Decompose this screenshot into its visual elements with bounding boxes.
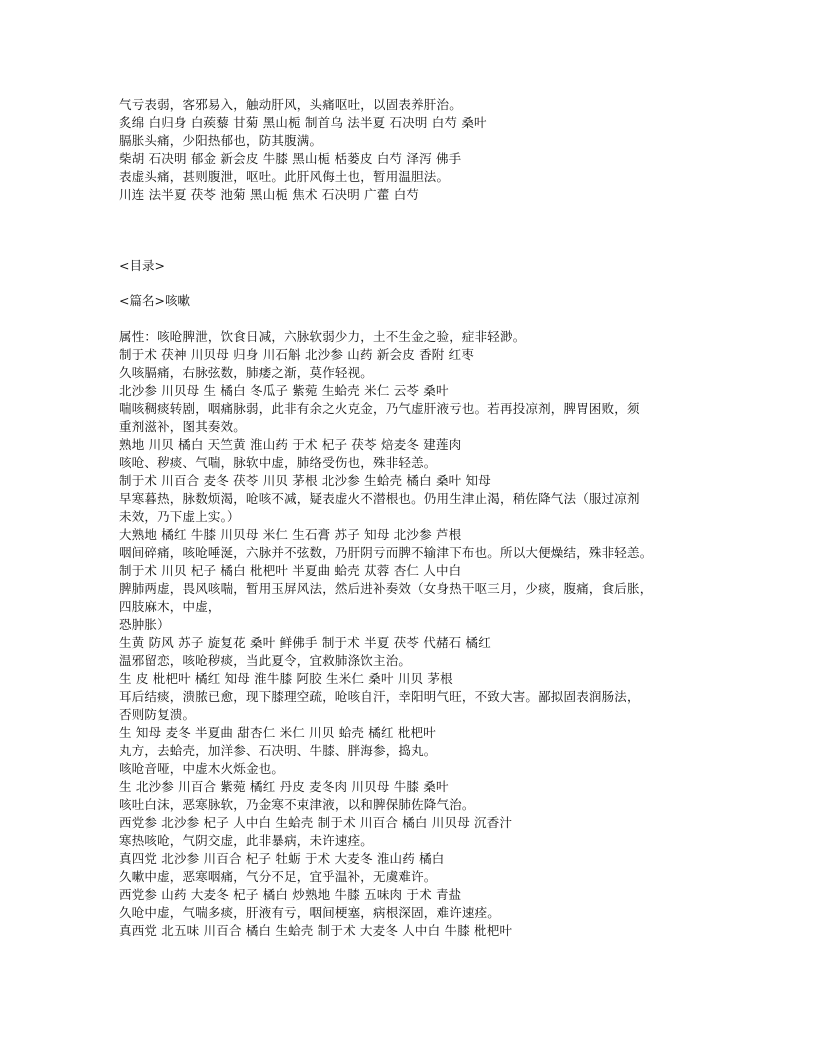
spacer [119, 204, 589, 257]
text-line: 久嗽中虚，恶寒咽痛，气分不足，宜乎温补，无虞难许。 [119, 869, 437, 884]
top-block [119, 96, 589, 204]
text-line: 熟地 川贝 橘白 天竺黄 淮山药 于术 杞子 茯苓 焙麦冬 建莲肉 [119, 437, 462, 452]
text-line: 炙绵 白归身 白蒺藜 甘菊 黑山栀 制首乌 法半夏 石决明 白芍 桑叶 [119, 115, 487, 130]
text-line: 制于术 茯神 川贝母 归身 川石斛 北沙参 山药 新会皮 香附 红枣 [119, 347, 475, 362]
body-block [119, 328, 653, 940]
text-line: 咳吐白沫，恶寒脉软，乃金寒不束津液，以和脾保肺佐降气治。 [119, 797, 475, 812]
text-line: 未效，乃下虚上实。） [119, 509, 240, 524]
text-line: 柴胡 石决明 郁金 新会皮 牛膝 黑山栀 栝蒌皮 白芍 泽泻 佛手 [119, 151, 462, 166]
text-line: 生黄 防风 苏子 旋复花 桑叶 鲜佛手 制于术 半夏 茯苓 代赭石 橘红 [119, 635, 491, 650]
text-line: 重剂滋补，图其奏效。 [119, 419, 247, 434]
text-line: 川连 法半夏 茯苓 池菊 黑山栀 焦术 石决明 广藿 白芍 [119, 187, 420, 202]
text-line: 久咳膈痛，右脉弦数，肺痿之渐，莫作轻视。 [119, 365, 374, 380]
text-line: 生 知母 麦冬 半夏曲 甜杏仁 米仁 川贝 蛤壳 橘红 枇杷叶 [119, 725, 436, 740]
text-line: 西党参 山药 大麦冬 杞子 橘白 炒熟地 牛膝 五味肉 于术 青盐 [119, 887, 462, 902]
text-line: 制于术 川百合 麦冬 茯苓 川贝 茅根 北沙参 生蛤壳 橘白 桑叶 知母 [119, 473, 491, 488]
text-line: 表虚头痛，甚则腹泄，呕吐。此肝风侮土也，暂用温胆法。 [119, 169, 450, 184]
text-line: 丸方，去蛤壳，加洋参、石决明、牛膝、胖海参，捣丸。 [119, 743, 437, 758]
text-line: 大熟地 橘红 牛膝 川贝母 米仁 生石膏 苏子 知母 北沙参 芦根 [119, 527, 462, 542]
text-line: 真西党 北五味 川百合 橘白 生蛤壳 制于术 大麦冬 人中白 牛膝 枇杷叶 [119, 923, 513, 938]
text-line: 咳呛、秽痰、气喘，脉软中虚，肺络受伤也，殊非轻恙。 [119, 455, 437, 470]
text-line: 寒热咳呛，气阴交虚，此非暴病，未许速痊。 [119, 833, 374, 848]
text-line: 膈胀头痛，少阳热郁也，防其腹满。 [119, 133, 323, 148]
text-line: 咳呛音哑，中虚木火烁金也。 [119, 761, 285, 776]
spacer [119, 275, 589, 292]
document-page [119, 96, 653, 940]
text-line: 否则防复溃。 [119, 707, 196, 722]
text-line: 真四党 北沙参 川百合 杞子 牡蛎 于术 大麦冬 淮山药 橘白 [119, 851, 445, 866]
spacer [119, 310, 589, 328]
text-line: 喘咳稠痰转剧，咽痛脉弱，此非有余之火克金，乃气虚肝液亏也。若再投凉剂，脾胃困败，须 [119, 401, 640, 416]
text-line: 久呛中虚，气喘多痰，肝液有亏，咽间梗塞，病根深固，难许速痊。 [119, 905, 501, 920]
text-line: 气亏表弱，客邪易入，触动肝风，头痛呕吐，以固表养肝治。 [119, 97, 462, 112]
text-line: 温邪留恋，咳呛秽痰，当此夏令，宜救肺涤饮主治。 [119, 653, 412, 668]
text-line: 咽间碎痛，咳呛唾涎，六脉并不弦数，乃肝阴亏而脾不输津下布也。所以大便燥结，殊非轻恙。 [119, 545, 653, 560]
text-line: 耳后结痰，溃脓已愈，现下膝理空疏，呛咳自汗，幸阳明气旺，不致大害。鄙拟固表润肠法， [119, 689, 640, 704]
text-line: 早寒暮热，脉数烦渴，呛咳不减，疑表虚火不潜根也。仍用生津止渴，稍佐降气法（服过凉剂 [119, 491, 640, 506]
text-line: 脾肺两虚，畏风咳喘，暂用玉屏风法，然后进补奏效（女身热干呕三月，少痰，腹痛，食后胀， [119, 581, 653, 596]
toc-label: <目录> [119, 258, 165, 273]
text-line: 生 皮 枇杷叶 橘红 知母 淮牛膝 阿胶 生米仁 桑叶 川贝 茅根 [119, 671, 453, 686]
text-line: 恐肿胀） [119, 617, 170, 632]
text-line: 西党参 北沙参 杞子 人中白 生蛤壳 制于术 川百合 橘白 川贝母 沉香汁 [119, 815, 513, 830]
text-line: 制于术 川贝 杞子 橘白 枇杷叶 半夏曲 蛤壳 苁蓉 杏仁 人中白 [119, 563, 462, 578]
text-line: 属性：咳呛脾泄，饮食日减，六脉软弱少力，土不生金之验，症非轻渺。 [119, 329, 526, 344]
text-line: 四肢麻木，中虚， [119, 599, 221, 614]
text-line: 生 北沙参 川百合 紫菀 橘红 丹皮 麦冬肉 川贝母 牛膝 桑叶 [119, 779, 449, 794]
chapter-label: <篇名>咳嗽 [119, 293, 190, 308]
text-line: 北沙参 川贝母 生 橘白 冬瓜子 紫菀 生蛤壳 米仁 云苓 桑叶 [119, 383, 449, 398]
